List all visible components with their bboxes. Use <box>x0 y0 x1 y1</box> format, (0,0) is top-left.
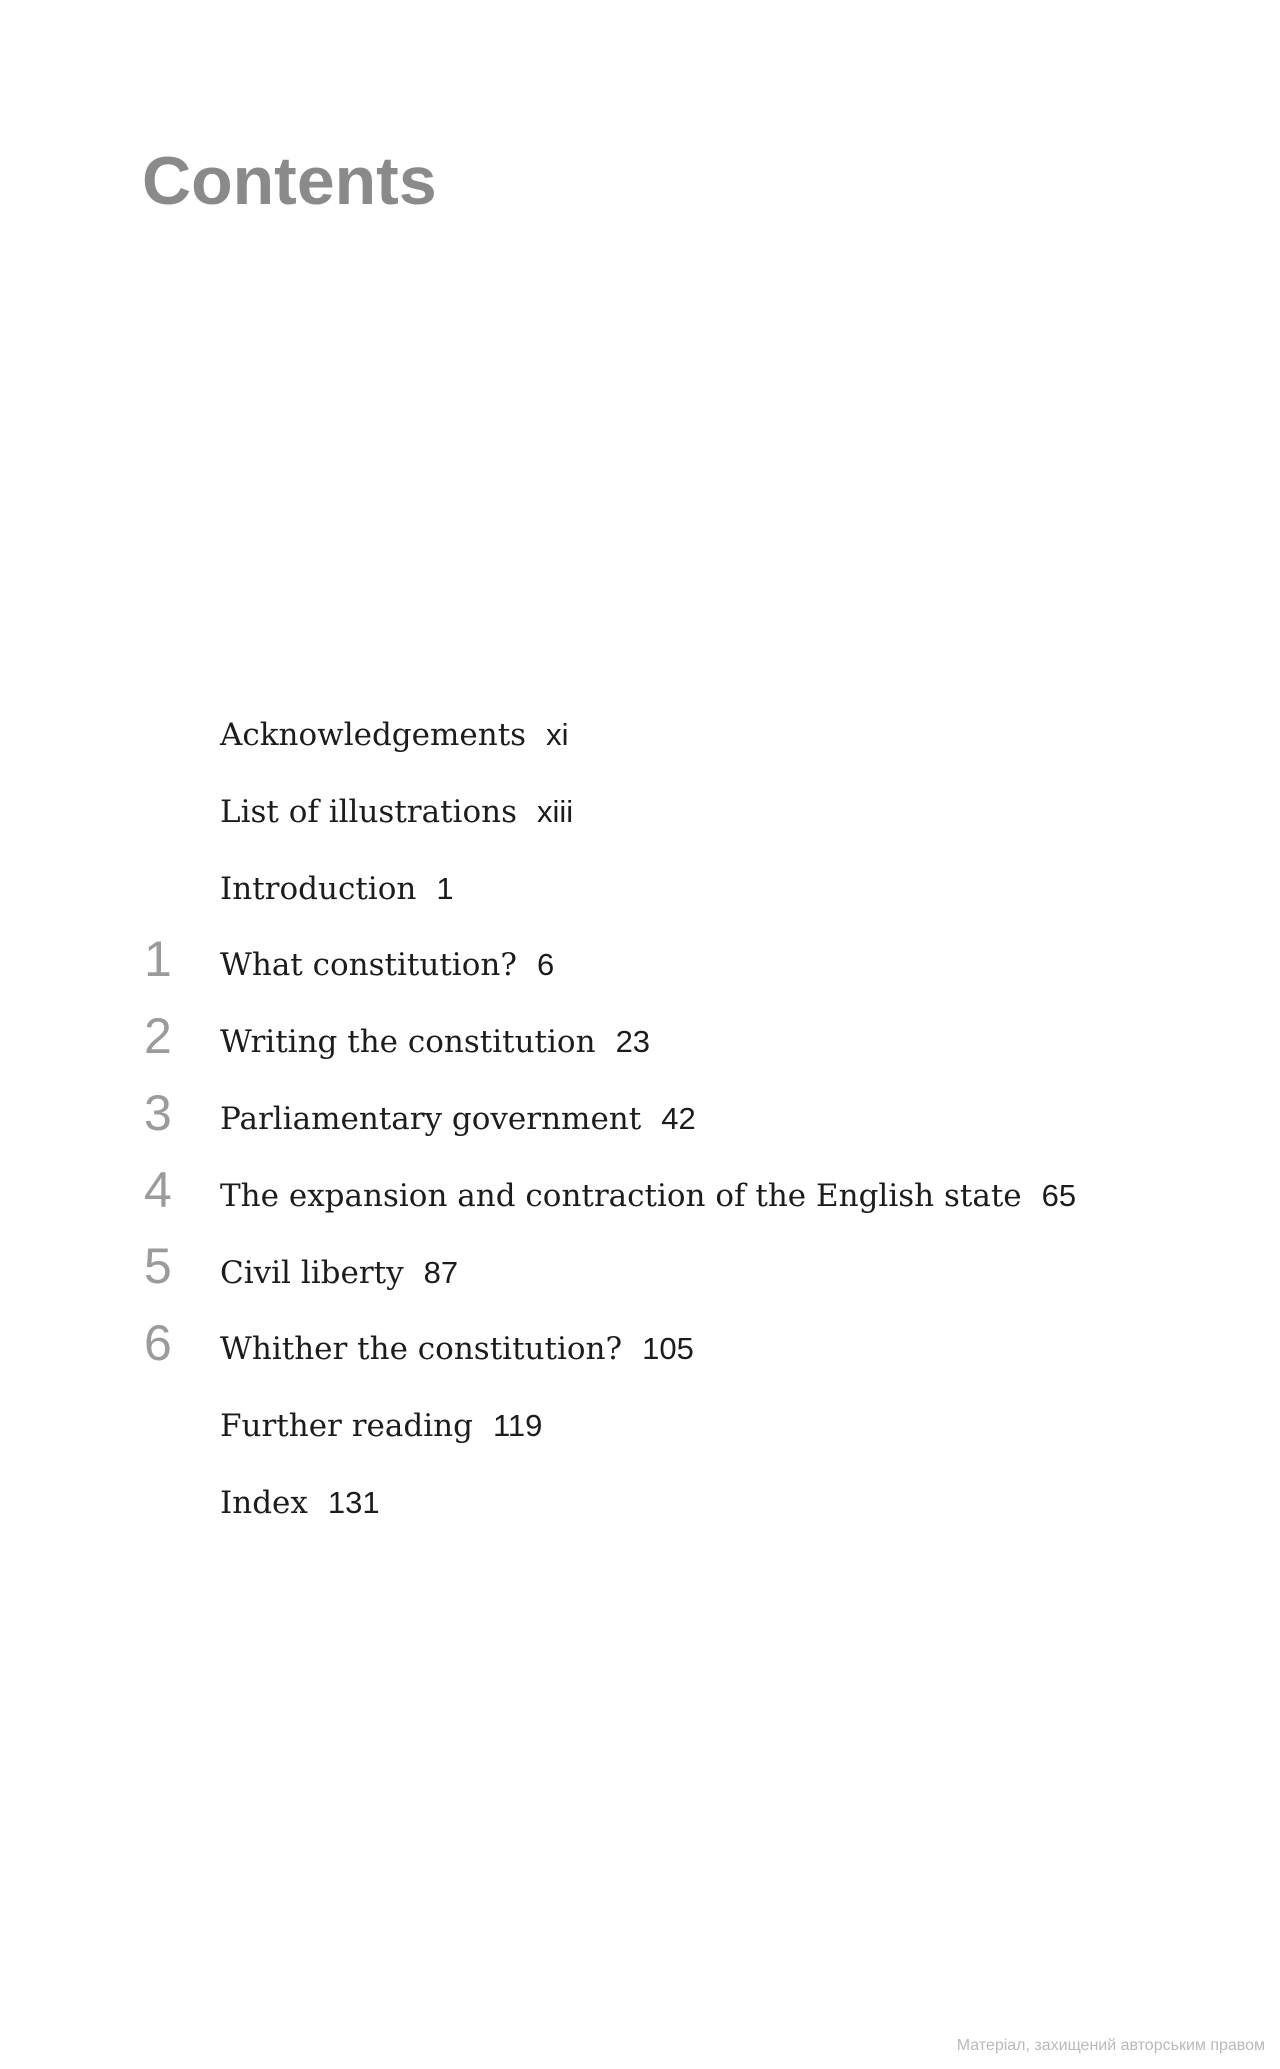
chapter-number: 2 <box>144 1007 172 1064</box>
toc-row <box>144 927 1076 1004</box>
chapter-number: 5 <box>144 1238 172 1295</box>
entry-title: Whither the constitution? <box>220 1331 623 1368</box>
entry-title: Index <box>220 1484 308 1521</box>
page-title: Contents <box>142 143 437 219</box>
entry-title: Writing the constitution <box>220 1024 596 1061</box>
entry-title: Further reading <box>220 1408 473 1445</box>
chapter-number: 1 <box>144 931 172 988</box>
entry-page-number: 6 <box>536 947 555 983</box>
entry-page-number: xiii <box>537 793 574 829</box>
toc-row <box>144 1311 1076 1388</box>
entry-page-number: 65 <box>1041 1177 1077 1213</box>
toc-row <box>144 1004 1076 1081</box>
toc-row <box>220 1465 1076 1542</box>
entry-title: Introduction <box>220 870 417 907</box>
toc-row <box>220 697 1076 774</box>
entry-page-number: 1 <box>436 870 454 906</box>
chapter-number: 6 <box>144 1315 172 1372</box>
entry-title: The expansion and contraction of the English state <box>220 1177 1022 1214</box>
entry-title: List of illustrations <box>220 793 517 830</box>
entry-title: Parliamentary government <box>220 1100 642 1137</box>
entry-page-number: 87 <box>423 1254 459 1290</box>
table-of-contents <box>144 697 1077 1542</box>
entry-title: What constitution? <box>220 947 517 984</box>
toc-row <box>144 1235 1076 1312</box>
toc-row <box>144 1158 1077 1235</box>
chapter-number: 3 <box>144 1084 172 1141</box>
entry-title: Acknowledgements <box>220 717 527 753</box>
chapter-number: 4 <box>144 1161 172 1218</box>
entry-page-number: 42 <box>661 1100 696 1136</box>
entry-title: Civil liberty <box>220 1254 404 1291</box>
toc-row <box>144 1081 1076 1158</box>
entry-page-number: 119 <box>492 1408 543 1444</box>
entry-page-number: 23 <box>615 1024 651 1060</box>
toc-row <box>220 851 1076 928</box>
toc-row <box>220 1388 1076 1465</box>
entry-page-number: 105 <box>642 1331 694 1367</box>
entry-page-number: 131 <box>327 1484 380 1520</box>
copyright-watermark: Матеріал, захищений авторським правом <box>956 2037 1265 2054</box>
toc-row <box>220 774 1076 851</box>
entry-page-number: xi <box>546 717 569 752</box>
